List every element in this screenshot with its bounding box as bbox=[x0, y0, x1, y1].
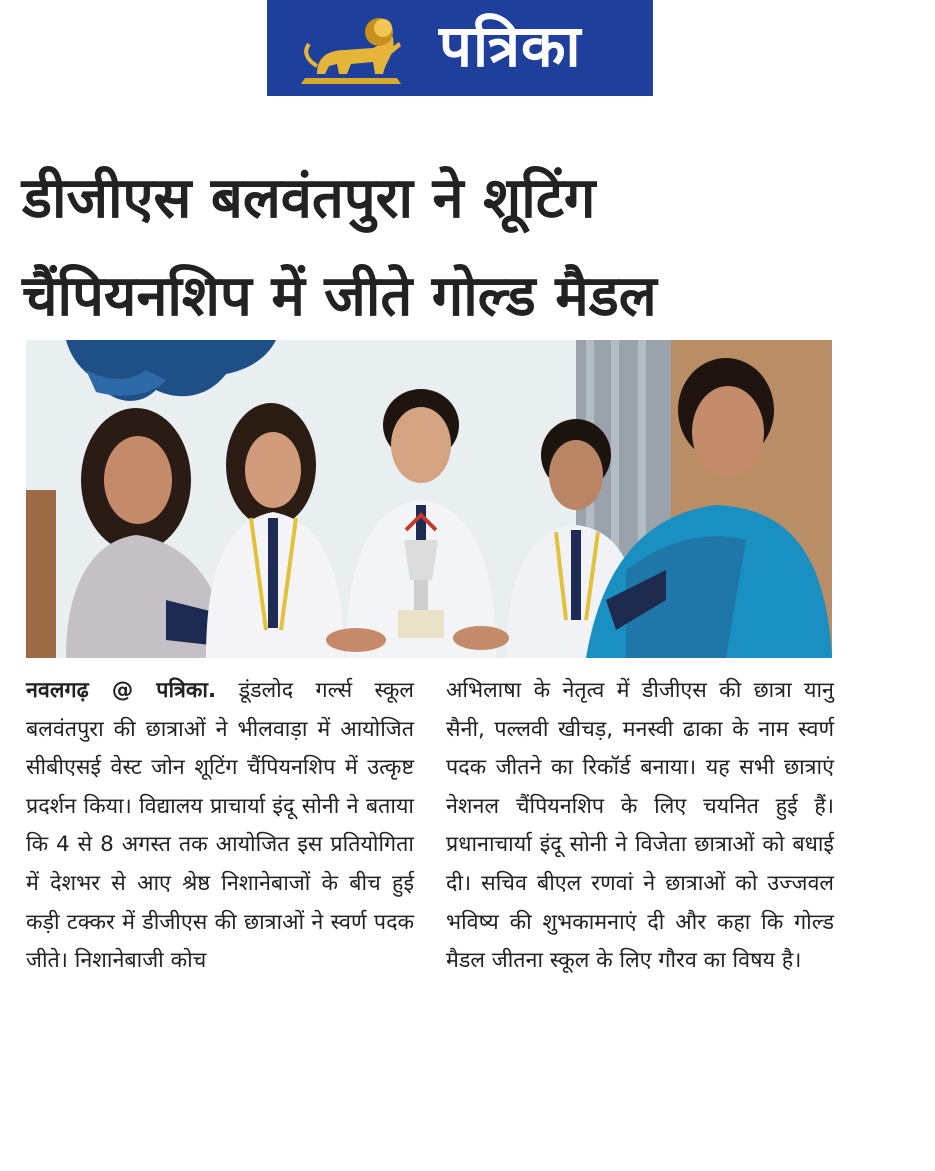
brand-name: पत्रिका bbox=[439, 12, 582, 80]
headline-line-2: चैंपियनशिप में जीते गोल्ड मैडल bbox=[22, 264, 657, 329]
headline bbox=[22, 150, 922, 346]
article-column-right bbox=[446, 672, 834, 981]
news-photo bbox=[26, 340, 832, 658]
article-column-left bbox=[26, 672, 414, 981]
dateline: नवलगढ़ @ पत्रिका. bbox=[26, 678, 217, 703]
masthead bbox=[267, 0, 653, 96]
article-paragraph-left bbox=[26, 672, 414, 981]
article-text-right: अभिलाषा के नेतृत्व में डीजीएस की छात्रा यानु सैनी, पल्लवी खीचड़, मनस्वी ढाका के नाम स्वर्ण पदक जीतने का रिकॉर्ड बनाया। यह सभी छात्राएं नेशनल चैंपियनशिप के लिए चयनित हुई हैं। प्रधानाचार्या इंदू सोनी ने विजेता छात्राओं को बधाई दी। सचिव बीएल रणवां ने छात्राओं को उज्जवल भविष्य की शुभकामनाएं दी और कहा कि गोल्ड मैडल जीतना स्कूल के लिए गौरव का विषय है। bbox=[446, 678, 834, 974]
article-text-left: डूंडलोद गर्ल्स स्कूल बलवंतपुरा की छात्राओं ने भीलवाड़ा में आयोजित सीबीएसई वेस्ट जोन शूटिंग चैंपियनशिप में उत्कृष्ट प्रदर्शन किया। विद्यालय प्राचार्या इंदू सोनी ने बताया कि 4 से 8 अगस्त तक आयोजित इस प्रतियोगिता में देशभर से आए श्रेष्ठ निशानेबाजों के बीच हुई कड़ी टक्कर में डीजीएस की छात्राओं ने स्वर्ण पदक जीते। निशानेबाजी कोच bbox=[26, 678, 414, 974]
lion-emblem-icon bbox=[287, 8, 415, 88]
headline-line-1: डीजीएस बलवंतपुरा ने शूटिंग bbox=[22, 166, 596, 231]
photo-group-with-trophy-icon bbox=[26, 340, 832, 658]
article-body bbox=[26, 672, 836, 1132]
